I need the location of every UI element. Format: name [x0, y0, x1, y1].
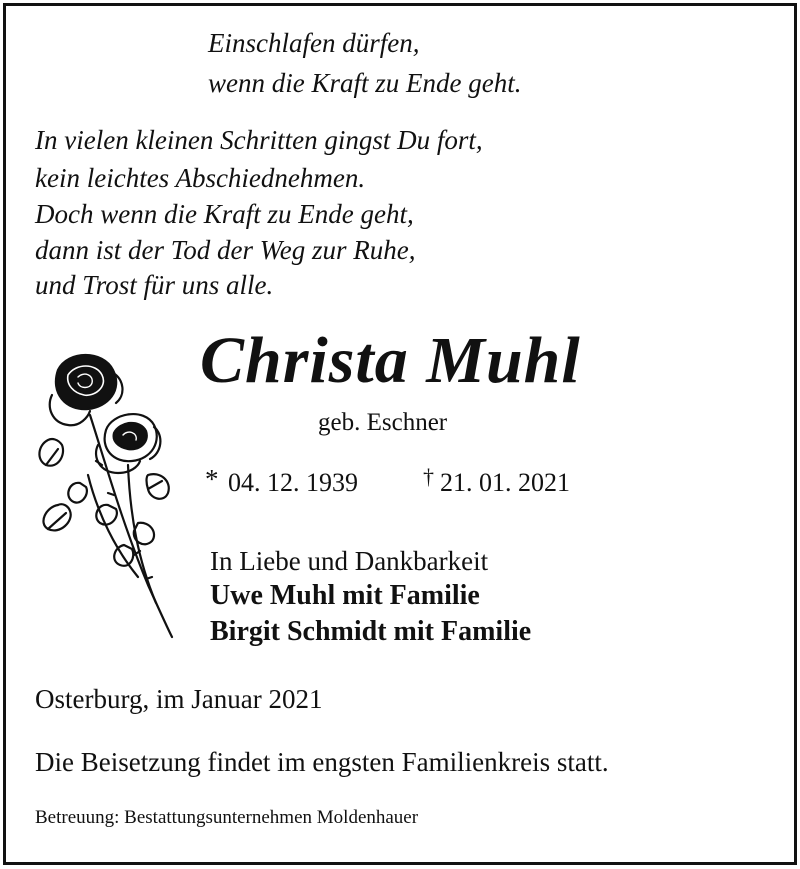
- deceased-name: Christa Muhl: [200, 324, 581, 397]
- verse-top-line: wenn die Kraft zu Ende geht.: [208, 68, 522, 98]
- death-date: 21. 01. 2021: [440, 468, 570, 497]
- verse-line: In vielen kleinen Schritten gingst Du fort,: [35, 125, 483, 155]
- verse-line: kein leichtes Abschiednehmen.: [35, 163, 366, 193]
- birth-symbol: *: [205, 464, 219, 494]
- verse-line: Doch wenn die Kraft zu Ende geht,: [35, 199, 414, 229]
- mourners-intro: In Liebe und Dankbarkeit: [210, 546, 489, 576]
- verse-line: und Trost für uns alle.: [35, 270, 274, 300]
- birth-name: geb. Eschner: [318, 409, 448, 436]
- place-date: Osterburg, im Januar 2021: [35, 684, 323, 714]
- verse-line: dann ist der Tod der Weg zur Ruhe,: [35, 235, 416, 265]
- verse-top-line: Einschlafen dürfen,: [208, 28, 420, 58]
- funeral-note: Die Beisetzung findet im engsten Familienkreis statt.: [35, 747, 609, 777]
- death-symbol: †: [423, 464, 434, 489]
- mourner-name: Uwe Muhl mit Familie: [210, 580, 480, 611]
- mourner-name: Birgit Schmidt mit Familie: [210, 616, 532, 647]
- birth-date: 04. 12. 1939: [228, 468, 358, 497]
- undertaker: Betreuung: Bestattungsunternehmen Moldenhauer: [35, 807, 419, 828]
- rose-icon: [28, 345, 188, 645]
